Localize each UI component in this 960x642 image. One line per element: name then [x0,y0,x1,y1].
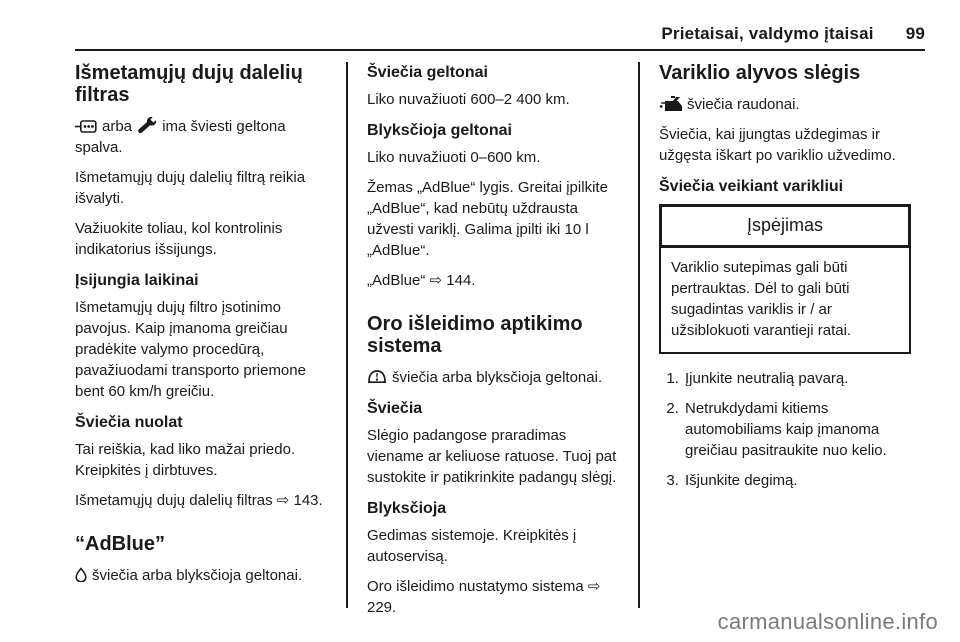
paragraph-keep-driving: Važiuokite toliau, kol kontrolinis indikatorius išsijungs. [75,220,283,258]
subheading-comes-on-temporarily: Įsijungia laikinai [75,272,199,289]
column-divider [346,62,348,608]
paragraph-system-fault: Gedimas sistemoje. Kreipkitės į autoservisą. [367,527,577,565]
paragraph-cross-reference [367,576,619,618]
paragraph-cross-reference [367,270,619,291]
paragraph-adblue-indicator [75,565,327,586]
paragraph-deflation-indicator [367,367,619,388]
section-title-particulate-filter: Išmetamųjų dujų dalelių filtras [75,62,303,106]
page-reference: ⇨ 229. [367,578,601,616]
subheading-flashes-yellow: Blyksčioja geltonai [367,122,512,139]
paragraph-range-600: Liko nuvažiuoti 600–2 400 km. [367,91,570,108]
paragraph-saturation: Išmetamųjų dujų filtro įsotinimo pavojus. Kaip įmanoma greičiau pradėkite valymo procedūrą, pavažiuodami transporto priemone bent 60 km/h greičiu. [75,299,306,400]
wrench-icon [136,117,157,133]
chapter-title: Prietaisai, valdymo įtaisai [661,24,874,43]
warning-title: Įspėjimas [659,204,911,248]
paragraph-text: šviečia arba blyksčioja geltonai. [92,567,303,584]
reference-text: „AdBlue“ [367,272,426,289]
warning-box [659,204,911,354]
paragraph-additive-low: Tai reiškia, kad liko mažai priedo. Kreipkitės į dirbtuves. [75,441,296,479]
paragraph-filter-clean: Išmetamųjų dujų dalelių filtrą reikia išvalyti. [75,169,306,207]
reference-text: Oro išleidimo nustatymo sistema [367,578,584,595]
tire-deflation-icon [367,369,387,384]
particulate-filter-icon [75,120,97,133]
paragraph-ignition-behaviour: Šviečia, kai įjungtas uždegimas ir užgęsta iškart po variklio užvedimo. [659,126,896,164]
column-adblue-deflation [367,62,619,618]
adblue-icon [75,567,87,582]
paragraph-oil-indicator [659,94,925,115]
column-particulate-filter [75,62,327,618]
paragraph-text: šviečia arba blyksčioja geltonai. [392,369,603,386]
paragraph-cross-reference [75,490,327,511]
subheading-flashes: Blyksčioja [367,500,447,517]
subheading-lights-yellow: Šviečia geltonai [367,64,488,81]
reference-text: Išmetamųjų dujų dalelių filtras [75,492,273,509]
list-item: 3. Išjunkite degimą. [683,470,925,491]
paragraph-text: šviečia raudonai. [687,96,800,113]
paragraph-text: arba [102,118,133,135]
column-divider [638,62,640,608]
content-columns [75,62,925,618]
page-number: 99 [905,24,925,43]
column-oil-pressure [659,62,925,618]
warning-body: Variklio sutepimas gali būti pertrauktas. Dėl to gali būti sugadintas variklis ir / ar užsiblokuoti varantieji ratai. [659,248,911,354]
paragraph-range-0: Liko nuvažiuoti 0–600 km. [367,149,541,166]
page-reference: ⇨ 143. [276,492,323,509]
page-header [75,0,925,51]
paragraph-text: ima šviesti geltona spalva. [75,118,286,156]
oil-can-icon [659,96,682,111]
paragraph-indicator-lights [75,116,327,158]
paragraph-pressure-loss: Slėgio padangose praradimas viename ar keliuose ratuose. Tuoj pat sustokite ir patikrinkite padangų slėgį. [367,427,617,486]
subheading-lights: Šviečia [367,400,423,417]
instruction-list [659,368,925,491]
list-item: 1. Įjunkite neutralią pavarą. [683,368,925,389]
section-title-oil-pressure: Variklio alyvos slėgis [659,62,861,84]
watermark-text: carmanualsonline.info [717,609,938,634]
section-title-adblue: “AdBlue” [75,533,165,555]
paragraph-adblue-low: Žemas „AdBlue“ lygis. Greitai įpilkite „AdBlue“, kad nebūtų uždrausta užvesti variklį. Galima įpilti iki 10 l „AdBlue“. [367,179,608,259]
subheading-lights-engine-running: Šviečia veikiant varikliui [659,178,844,195]
header-rule [75,49,925,51]
page-reference: ⇨ 144. [429,272,476,289]
list-item: 2. Netrukdydami kitiems automobiliams kaip įmanoma greičiau pasitraukite nuo kelio. [683,398,925,461]
section-title-deflation-detection: Oro išleidimo aptikimo sistema [367,313,583,357]
subheading-lights-continuously: Šviečia nuolat [75,414,183,431]
